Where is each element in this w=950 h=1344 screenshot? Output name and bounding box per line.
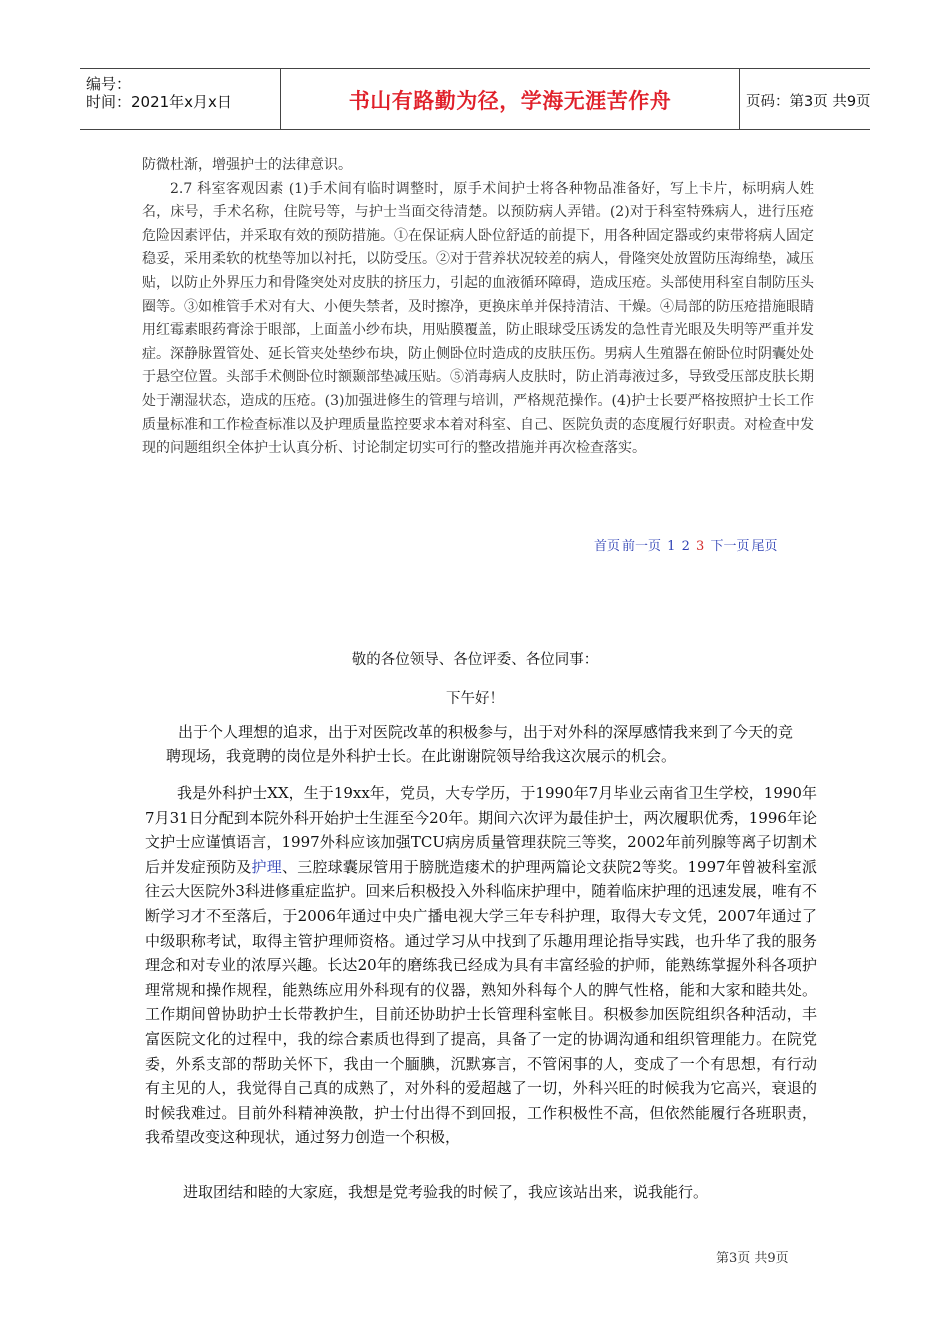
pager-next-link[interactable]: 下一页 (710, 539, 750, 554)
speech-paragraph-2 (145, 781, 817, 1201)
header-meta (80, 69, 280, 129)
page-header (80, 68, 870, 130)
footer-page-number: 第3页 共9页 (716, 1251, 789, 1266)
pager-last-link[interactable]: 尾页 (751, 539, 778, 554)
speech-greeting: 敬的各位领导、各位评委、各位同事： (351, 652, 599, 668)
article-line-1: 防微杜渐，增强护士的法律意识。 (142, 157, 352, 173)
header-motto: 书山有路勤为径，学海无涯苦作舟 (348, 89, 672, 113)
pager-page-3: 3 (696, 539, 705, 554)
speech-paragraph-2-part-b: 、三腔球囊尿管用于膀胱造瘘术的护理两篇论文获院2等奖。1997年曾被科室派往云大医院外3科进修重症监护。回来后积极投入外科临床护理中，随着临床护理的迅速发展，唯有不断学习才不至落后，于2006年通过中央广播电视大学三年专科护理，取得大专文凭，2007年通过了中级职称考试，取得主管护理师资格。通过学习从中找到了乐趣用理论指导实践，也升华了我的服务理念和对专业的浓厚兴趣。长达20年的磨练我已经成为具有丰富经验的护师，能熟练掌握外科各项护理常规和操作规程，能熟练应用外科现有的仪器，熟知外科每个人的脾气性格，能和大家和睦共处。工作期间曾协助护士长带教护生，目前还协助护士长管理科室帐目。积极参加医院组织各种活动，丰富医院文化的过程中，我的综合素质也得到了提高，具备了一定的协调沟通和组织管理能力。在院党委，外系支部的帮助关怀下，我由一个腼腆，沉默寡言，不管闲事的人，变成了一个有思想，有行动有主见的人，我觉得自己真的成熟了，对外科的爱超越了一切，外科兴旺的时候我为它高兴，衰退的时候我难过。目前外科精神涣散，护士付出得不到回报，工作积极性不高，但依然能履行各班职责，我希望改变这种现状，通过努力创造一个积极， (145, 857, 817, 1147)
speech-paragraph-2-text (145, 781, 817, 1150)
speech-closing-line: 进取团结和睦的大家庭，我想是党考验我的时候了，我应该站出来，说我能行。 (183, 1183, 709, 1201)
article-section (142, 154, 814, 461)
speech-paragraph-1-text: 出于个人理想的追求，出于对医院改革的积极参与，出于对外科的深厚感情我来到了今天的竞聘现场，我竟聘的岗位是外科护士长。在此谢谢院领导给我这次展示的机会。 (166, 723, 794, 765)
nursing-link[interactable]: 护理 (251, 857, 282, 876)
speech-hello: 下午好！ (446, 691, 504, 707)
header-page-cell (738, 69, 870, 129)
document-number: 编号： (86, 75, 132, 93)
pager-prev-link[interactable]: 前一页 (622, 539, 662, 554)
header-page-number: 页码：第3页 共9页 (746, 94, 871, 110)
pager-first-link[interactable]: 首页 (594, 539, 621, 554)
document-date: 时间：2021年x月x日 (86, 93, 232, 111)
speech-paragraph-1 (166, 720, 806, 768)
pager-page-2[interactable]: 2 (681, 539, 690, 554)
speech-paragraph-2-part-a: 我是外科护士XX，生于19xx年，党员，大专学历，于1990年7月毕业云南省卫生学校，1990年7月31日分配到本院外科开始护士生涯至今20年。期间六次评为最佳护士，两次履职优秀，1996年论文护士应谨慎语言，1997外科应该加强TCU病房质量管理获院三等奖，2002年前列腺等离子切割术后并发症预防及 (145, 784, 817, 876)
article-paragraph-2-7: 2.7 科室客观因素 (1)手术间有临时调整时，原手术间护士将各种物品准备好，写上卡片，标明病人姓名，床号，手术名称，住院号等，与护士当面交待清楚。以预防病人弄错。(2)对于科室特殊病人，进行压疮危险因素评估，并采取有效的预防措施。①在保证病人卧位舒适的前提下，用各种固定器或约束带将病人固定稳妥，采用柔软的枕垫等加以衬托，以防受压。②对于营养状况较差的病人，骨隆突处放置防压海绵垫，减压贴，以防止外界压力和骨隆突处对皮肤的挤压力，引起的血液循环障碍，造成压疮。头部使用科室自制防压头圈等。③如椎管手术对有大、小便失禁者，及时擦净，更换床单并保持清洁、干燥。④局部的防压疮措施眼睛用红霉素眼药膏涂于眼部，上面盖小纱布块，用贴膜覆盖，防止眼球受压诱发的急性青光眼及失明等严重并发症。深静脉置管处、延长管夹处垫纱布块，防止侧卧位时造成的皮肤压伤。男病人生殖器在俯卧位时阴囊处处于悬空位置。头部手术侧卧位时额颞部垫减压贴。⑤消毒病人皮肤时，防止消毒液过多，导致受压部皮肤长期处于潮湿状态，造成的压疮。(3)加强进修生的管理与培训，严格规范操作。(4)护士长要严格按照护士长工作质量标准和工作检查标准以及护理质量监控要求本着对科室、自己、医院负责的态度履行好职责。对检查中发现的问题组织全体护士认真分析、讨论制定切实可行的整改措施并再次检查落实。 (142, 180, 814, 457)
pager-page-1[interactable]: 1 (667, 539, 676, 554)
header-motto-cell (280, 69, 740, 129)
pagination (594, 535, 779, 554)
